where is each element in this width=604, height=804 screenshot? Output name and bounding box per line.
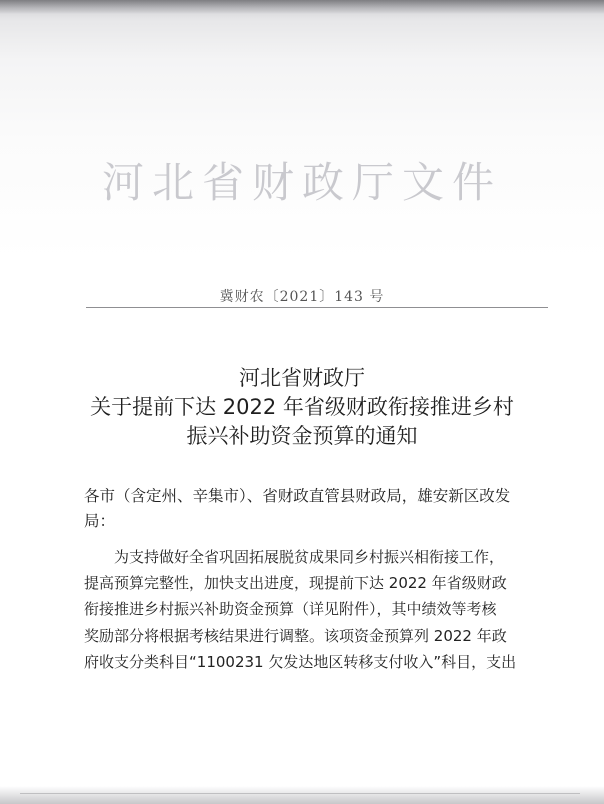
- notice-title: [0, 364, 604, 451]
- notice-title-line: 振兴补助资金预算的通知: [186, 424, 418, 448]
- document-header-title: 河北省财政厅文件: [101, 158, 502, 207]
- body-line: 提高预算完整性，加快支出进度，现提前下达 2022 年省级财政: [84, 574, 507, 593]
- document-number: 冀财农〔2021〕143 号: [219, 289, 385, 305]
- header-divider: [86, 307, 548, 308]
- recipient-line: 局：: [84, 512, 116, 530]
- scan-edge-top: [0, 0, 604, 14]
- body-line: 衔接推进乡村振兴补助资金预算（详见附件），其中绩效等考核: [84, 600, 497, 619]
- body-line: 奖励部分将根据考核结果进行调整。该项资金预算列 2022 年政: [84, 626, 507, 645]
- notice-title-line: 关于提前下达 2022 年省级财政衔接推进乡村: [90, 395, 514, 419]
- body-paragraph: [84, 544, 534, 675]
- recipient-block: [84, 484, 534, 534]
- body-line: 府收支分类科目“1100231 欠发达地区转移支付收入”科目，支出: [84, 652, 517, 671]
- recipient-line: 各市（含定州、辛集市）、省财政直管县财政局，雄安新区改发: [84, 487, 511, 505]
- scan-edge-bottom: [0, 786, 604, 804]
- notice-title-line: 河北省财政厅: [239, 366, 365, 390]
- body-line: 为支持做好全省巩固拓展脱贫成果同乡村振兴相衔接工作，: [114, 548, 505, 566]
